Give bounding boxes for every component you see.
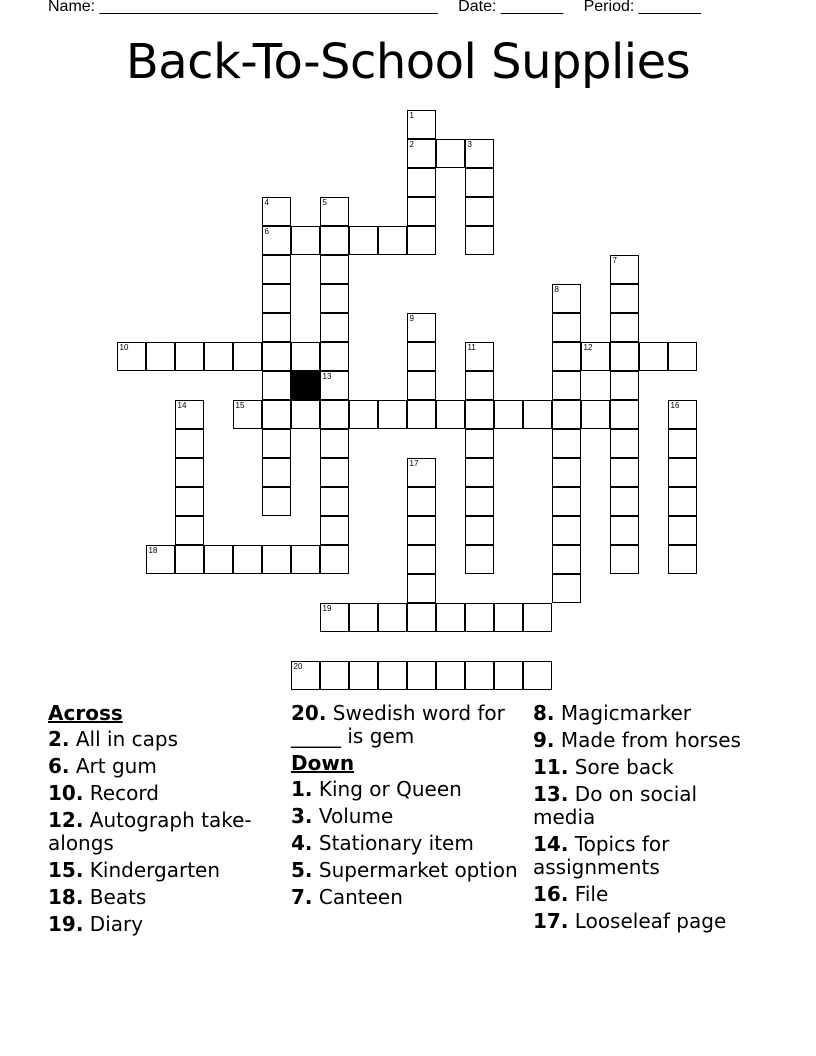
- clue-number: 13: [322, 371, 332, 381]
- clue-text: Topics for assignments: [533, 832, 670, 879]
- grid-cell[interactable]: [610, 313, 639, 342]
- clue-number: 11.: [533, 755, 569, 779]
- grid-cell[interactable]: [175, 458, 204, 487]
- grid-cell[interactable]: [291, 545, 320, 574]
- grid-cell[interactable]: [465, 400, 494, 429]
- grid-cell[interactable]: [349, 661, 378, 690]
- down-clue-list: [291, 778, 526, 909]
- grid-cell[interactable]: [407, 545, 436, 574]
- grid-cell[interactable]: [436, 400, 465, 429]
- grid-cell[interactable]: [581, 342, 610, 371]
- clue-number: 4: [264, 197, 269, 207]
- down-heading: Down: [291, 751, 355, 775]
- clue-number: 4.: [291, 831, 313, 855]
- clue-number: 18: [148, 545, 158, 555]
- across-clue: [48, 728, 283, 751]
- grid-cell[interactable]: [262, 284, 291, 313]
- grid-cell[interactable]: [320, 458, 349, 487]
- grid-cell[interactable]: [610, 487, 639, 516]
- grid-cell[interactable]: [610, 371, 639, 400]
- across-clue-list: [48, 728, 283, 936]
- grid-cell[interactable]: [320, 487, 349, 516]
- clue-text: Magicmarker: [554, 701, 691, 725]
- clues-column-2: [291, 702, 526, 913]
- grid-cell[interactable]: [552, 545, 581, 574]
- grid-cell[interactable]: [610, 429, 639, 458]
- puzzle-title: Back-To-School Supplies: [125, 34, 691, 90]
- grid-cell[interactable]: [407, 400, 436, 429]
- clue-number: 14: [177, 400, 187, 410]
- grid-cell[interactable]: [262, 429, 291, 458]
- name-field: Name: ______________________________________: [48, 0, 438, 15]
- down-clue-list-continued: [533, 702, 763, 933]
- grid-cell[interactable]: [552, 342, 581, 371]
- grid-cell[interactable]: [262, 226, 291, 255]
- down-clue: [291, 778, 526, 801]
- grid-cell[interactable]: [494, 603, 523, 632]
- grid-cell[interactable]: [610, 458, 639, 487]
- grid-cell[interactable]: [668, 545, 697, 574]
- clue-number: 5.: [291, 858, 313, 882]
- grid-cell[interactable]: [465, 487, 494, 516]
- grid-cell[interactable]: [262, 545, 291, 574]
- clue-number: 12.: [48, 808, 84, 832]
- grid-cell[interactable]: [262, 197, 291, 226]
- down-clue: [291, 859, 526, 882]
- grid-cell[interactable]: [668, 458, 697, 487]
- clue-number: 3: [467, 139, 472, 149]
- clue-text: Record: [83, 781, 159, 805]
- clue-number: 8.: [533, 701, 555, 725]
- clue-number: 18.: [48, 885, 84, 909]
- down-clue: [291, 805, 526, 828]
- clue-number: 12: [583, 342, 593, 352]
- down-clue: [291, 886, 526, 909]
- grid-cell[interactable]: [262, 400, 291, 429]
- down-clue: [533, 702, 763, 725]
- clues-column-3: [533, 702, 763, 937]
- grid-cell[interactable]: [407, 139, 436, 168]
- down-clue: [533, 729, 763, 752]
- clue-text: Made from horses: [554, 728, 741, 752]
- clue-number: 9: [409, 313, 414, 323]
- clue-number: 7: [612, 255, 617, 265]
- clue-number: 6.: [48, 754, 70, 778]
- clue-number: 10: [119, 342, 129, 352]
- grid-cell[interactable]: [233, 400, 262, 429]
- grid-cell[interactable]: [320, 603, 349, 632]
- grid-cell[interactable]: [494, 661, 523, 690]
- grid-cell[interactable]: [378, 603, 407, 632]
- clue-number: 16: [670, 400, 680, 410]
- clue-number: 7.: [291, 885, 313, 909]
- grid-cell[interactable]: [552, 487, 581, 516]
- clue-number: 2: [409, 139, 414, 149]
- clue-number: 6: [264, 226, 269, 236]
- grid-cell[interactable]: [291, 226, 320, 255]
- grid-cell[interactable]: [465, 458, 494, 487]
- grid-cell[interactable]: [175, 342, 204, 371]
- grid-cell[interactable]: [262, 487, 291, 516]
- clue-number: 19.: [48, 912, 84, 936]
- grid-cell[interactable]: [320, 342, 349, 371]
- clue-number: 20: [293, 661, 303, 671]
- down-clue: [533, 833, 763, 879]
- grid-cell[interactable]: [407, 458, 436, 487]
- grid-cell[interactable]: [610, 516, 639, 545]
- grid-cell[interactable]: [552, 429, 581, 458]
- grid-cell[interactable]: [320, 255, 349, 284]
- clue-number: 11: [467, 342, 476, 352]
- grid-cell[interactable]: [552, 371, 581, 400]
- grid-cell[interactable]: [465, 226, 494, 255]
- across-clue: [291, 702, 526, 748]
- grid-cell[interactable]: [610, 284, 639, 313]
- across-clue: [48, 886, 283, 909]
- clue-number: 8: [554, 284, 559, 294]
- clue-number: 17.: [533, 909, 569, 933]
- clue-text: Stationary item: [312, 831, 474, 855]
- period-field: Period: _______: [583, 0, 702, 15]
- grid-cell[interactable]: [233, 545, 262, 574]
- grid-cell[interactable]: [262, 313, 291, 342]
- grid-cell[interactable]: [552, 574, 581, 603]
- grid-cell[interactable]: [465, 168, 494, 197]
- grid-cell[interactable]: [320, 545, 349, 574]
- grid-cell[interactable]: [552, 284, 581, 313]
- grid-cell[interactable]: [523, 661, 552, 690]
- clue-number: 13.: [533, 782, 569, 806]
- grid-cell[interactable]: [610, 255, 639, 284]
- grid-cell[interactable]: [349, 603, 378, 632]
- grid-cell[interactable]: [668, 429, 697, 458]
- grid-cell[interactable]: [465, 197, 494, 226]
- clue-text: Sore back: [568, 755, 674, 779]
- grid-cell[interactable]: [320, 197, 349, 226]
- clue-text: Kindergarten: [83, 858, 221, 882]
- grid-cell[interactable]: [291, 342, 320, 371]
- grid-cell[interactable]: [320, 429, 349, 458]
- grid-cell[interactable]: [378, 400, 407, 429]
- across-clue-list-continued: [291, 702, 526, 748]
- black-square: [291, 371, 320, 400]
- clue-text: Supermarket option: [312, 858, 518, 882]
- grid-cell[interactable]: [465, 545, 494, 574]
- across-clue: [48, 782, 283, 805]
- grid-cell[interactable]: [320, 516, 349, 545]
- clue-text: Diary: [83, 912, 144, 936]
- grid-cell[interactable]: [378, 661, 407, 690]
- clue-text: Volume: [312, 804, 394, 828]
- clues-column-1: [48, 702, 283, 940]
- grid-cell[interactable]: [407, 487, 436, 516]
- grid-cell[interactable]: [581, 400, 610, 429]
- grid-cell[interactable]: [610, 400, 639, 429]
- grid-cell[interactable]: [117, 342, 146, 371]
- grid-cell[interactable]: [349, 400, 378, 429]
- grid-cell[interactable]: [465, 342, 494, 371]
- grid-cell[interactable]: [407, 342, 436, 371]
- clue-text: Canteen: [312, 885, 403, 909]
- grid-cell[interactable]: [262, 371, 291, 400]
- grid-cell[interactable]: [465, 139, 494, 168]
- grid-cell[interactable]: [523, 400, 552, 429]
- grid-cell[interactable]: [407, 110, 436, 139]
- grid-cell[interactable]: [175, 487, 204, 516]
- clue-text: Do on social media: [533, 782, 698, 829]
- clue-number: 15: [235, 400, 245, 410]
- across-heading: Across: [48, 701, 123, 725]
- down-clue: [533, 783, 763, 829]
- grid-cell[interactable]: [146, 342, 175, 371]
- grid-cell[interactable]: [407, 226, 436, 255]
- grid-cell[interactable]: [320, 400, 349, 429]
- grid-cell[interactable]: [349, 226, 378, 255]
- clue-number: 5: [322, 197, 327, 207]
- grid-cell[interactable]: [291, 661, 320, 690]
- grid-cell[interactable]: [320, 226, 349, 255]
- clue-number: 14.: [533, 832, 569, 856]
- grid-cell[interactable]: [407, 313, 436, 342]
- down-clue: [291, 832, 526, 855]
- clue-text: All in caps: [69, 727, 178, 751]
- grid-cell[interactable]: [175, 429, 204, 458]
- grid-cell[interactable]: [465, 371, 494, 400]
- grid-cell[interactable]: [668, 487, 697, 516]
- grid-cell[interactable]: [465, 516, 494, 545]
- grid-cell[interactable]: [465, 603, 494, 632]
- clue-number: 9.: [533, 728, 555, 752]
- grid-cell[interactable]: [407, 168, 436, 197]
- grid-cell[interactable]: [262, 342, 291, 371]
- grid-cell[interactable]: [378, 226, 407, 255]
- across-clue: [48, 913, 283, 936]
- grid-cell[interactable]: [668, 516, 697, 545]
- worksheet-header: [48, 0, 717, 16]
- grid-cell[interactable]: [465, 429, 494, 458]
- across-clue: [48, 809, 283, 855]
- grid-cell[interactable]: [407, 661, 436, 690]
- grid-cell[interactable]: [262, 255, 291, 284]
- down-clue: [533, 883, 763, 906]
- grid-cell[interactable]: [552, 516, 581, 545]
- grid-cell[interactable]: [320, 313, 349, 342]
- grid-cell[interactable]: [523, 603, 552, 632]
- clue-text: Swedish word for _____ is gem: [291, 701, 505, 748]
- across-clue: [48, 755, 283, 778]
- clue-number: 15.: [48, 858, 84, 882]
- grid-cell[interactable]: [175, 400, 204, 429]
- grid-cell[interactable]: [494, 400, 523, 429]
- clue-number: 1.: [291, 777, 313, 801]
- grid-cell[interactable]: [436, 603, 465, 632]
- grid-cell[interactable]: [610, 545, 639, 574]
- grid-cell[interactable]: [407, 574, 436, 603]
- grid-cell[interactable]: [407, 603, 436, 632]
- grid-cell[interactable]: [262, 458, 291, 487]
- clue-text: King or Queen: [312, 777, 462, 801]
- down-clue: [533, 756, 763, 779]
- grid-cell[interactable]: [465, 661, 494, 690]
- grid-cell[interactable]: [436, 661, 465, 690]
- grid-cell[interactable]: [320, 284, 349, 313]
- grid-cell[interactable]: [407, 197, 436, 226]
- down-clue: [533, 910, 763, 933]
- grid-cell[interactable]: [204, 342, 233, 371]
- clue-number: 10.: [48, 781, 84, 805]
- grid-cell[interactable]: [552, 313, 581, 342]
- grid-cell[interactable]: [668, 400, 697, 429]
- clue-number: 16.: [533, 882, 569, 906]
- clue-text: File: [568, 882, 609, 906]
- clue-number: 20.: [291, 701, 327, 725]
- date-field: Date: _______: [458, 0, 564, 15]
- grid-cell[interactable]: [610, 342, 639, 371]
- clue-text: Art gum: [69, 754, 157, 778]
- clue-number: 1: [409, 110, 414, 120]
- clue-number: 19: [322, 603, 332, 613]
- clue-number: 2.: [48, 727, 70, 751]
- grid-cell[interactable]: [146, 545, 175, 574]
- grid-cell[interactable]: [668, 342, 697, 371]
- clue-text: Looseleaf page: [568, 909, 727, 933]
- clue-number: 17: [409, 458, 419, 468]
- across-clue: [48, 859, 283, 882]
- grid-cell[interactable]: [320, 371, 349, 400]
- grid-cell[interactable]: [552, 400, 581, 429]
- grid-cell[interactable]: [175, 516, 204, 545]
- grid-cell[interactable]: [552, 458, 581, 487]
- grid-cell[interactable]: [436, 139, 465, 168]
- grid-cell[interactable]: [175, 545, 204, 574]
- clue-text: Beats: [83, 885, 147, 909]
- grid-cell[interactable]: [407, 516, 436, 545]
- grid-cell[interactable]: [204, 545, 233, 574]
- grid-cell[interactable]: [233, 342, 262, 371]
- grid-cell[interactable]: [407, 371, 436, 400]
- grid-cell[interactable]: [639, 342, 668, 371]
- grid-cell[interactable]: [320, 661, 349, 690]
- grid-cell[interactable]: [291, 400, 320, 429]
- clue-number: 3.: [291, 804, 313, 828]
- clue-text: Autograph take-alongs: [48, 808, 252, 855]
